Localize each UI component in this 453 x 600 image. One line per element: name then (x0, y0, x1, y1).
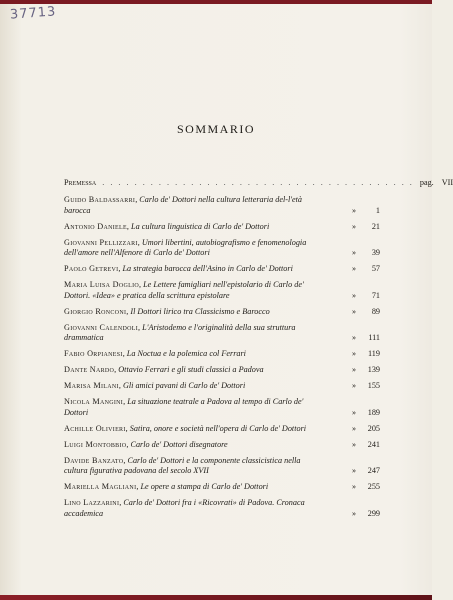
entry-title: Il Dottori lirico tra Classicismo e Barocco (130, 306, 270, 316)
entry-ditto-mark: » (352, 248, 356, 258)
entry-separator: , (123, 397, 128, 407)
leader-dots: . . . . . . . . . . . . . . . . . . . . . . . . . . . . . . . . . . . . . . . (102, 178, 414, 187)
entry-page-number: 119 (368, 349, 380, 359)
entry-page-number: 247 (367, 466, 380, 476)
entry-separator: , (118, 264, 123, 274)
toc-entry (64, 195, 380, 216)
entry-title: Le opere a stampa di Carlo de' Dottori (140, 482, 269, 492)
entry-title: La situazione teatrale a Padova al tempo di Carlo de' Dottori (64, 397, 304, 417)
entry-ditto-mark: » (352, 423, 356, 433)
entry-ditto-mark: » (352, 333, 356, 343)
entry-ditto-mark: » (352, 407, 356, 417)
toc-entry (64, 482, 380, 493)
entry-ditto-mark: » (352, 221, 356, 231)
entry-author: Antonio Daniele (64, 221, 127, 231)
entry-title: Carlo de' Dottori nella cultura letteraria del-l'età barocca (64, 195, 302, 215)
entry-author: Marisa Milani (64, 381, 119, 391)
entry-title: Carlo de' Dottori fra i «Ricovrati» di Padova. Cronaca accademica (64, 498, 305, 518)
table-of-contents (64, 178, 453, 525)
entry-separator: , (125, 423, 130, 433)
entry-author: Davide Banzato (64, 455, 124, 465)
toc-entry (64, 222, 380, 233)
entry-author: Mariella Magliani (64, 482, 137, 492)
entry-separator: , (135, 195, 140, 204)
entry-separator: , (139, 280, 144, 290)
entry-separator: , (119, 498, 124, 508)
entry-author: Nicola Mangini (64, 397, 124, 407)
entry-title: Ottavio Ferrari e gli studi classici a Padova (118, 365, 264, 375)
entry-separator: , (126, 306, 131, 316)
entry-page-number: 241 (367, 439, 380, 449)
cover-edge-bottom (0, 595, 432, 600)
entry-separator: , (126, 221, 132, 231)
entry-author: Giovanni Calendoli (64, 322, 139, 332)
entry-separator: , (122, 349, 127, 359)
toc-entry (64, 365, 380, 376)
entry-author: Lino Lazzarini (64, 498, 120, 508)
entry-title: La Noctua e la polemica col Ferrari (126, 349, 246, 359)
entry-ditto-mark: » (352, 306, 356, 316)
cover-edge-top (0, 0, 432, 4)
toc-entry (64, 349, 380, 360)
entry-page-number: 299 (367, 508, 380, 518)
entry-ditto-mark: » (352, 482, 356, 492)
entry-page-number: 189 (367, 407, 380, 417)
entry-title: Gli amici pavani di Carlo de' Dottori (122, 381, 246, 391)
entry-title: Carlo de' Dottori e la componente classicistica nella cultura figurativa padovana del secolo XVII (64, 455, 301, 476)
entry-title: Carlo de' Dottori disegnatore (130, 439, 228, 449)
entry-ditto-mark: » (352, 264, 356, 274)
entry-author: Giovanni Pellizzari (64, 237, 138, 247)
toc-entry (64, 424, 380, 435)
toc-entry (64, 456, 380, 477)
entry-author: Dante Nardo (64, 365, 115, 375)
premessa-row (64, 178, 453, 195)
entry-ditto-mark: » (352, 365, 356, 375)
entry-page-number: 255 (367, 482, 380, 492)
entry-ditto-mark: » (352, 439, 356, 449)
entry-separator: , (136, 482, 141, 492)
toc-entries (64, 195, 380, 520)
toc-entry (64, 307, 380, 318)
toc-entry (64, 238, 380, 259)
entry-author: Guido Baldassarri (64, 195, 136, 204)
entry-separator: , (126, 439, 131, 449)
toc-entry (64, 381, 380, 392)
entry-title: Satira, onore e società nell'opera di Carlo de' Dottori (129, 423, 307, 433)
entry-page-number: 57 (371, 264, 380, 274)
entry-ditto-mark: » (352, 290, 356, 300)
entry-separator: , (138, 322, 143, 332)
page-title: SOMMARIO (176, 122, 255, 136)
toc-entry (64, 264, 380, 275)
entry-separator: , (123, 455, 128, 465)
entry-author: Luigi Montobbio (64, 439, 127, 449)
entry-page-number: 205 (367, 423, 380, 433)
toc-entry (64, 323, 380, 344)
toc-entry (64, 440, 380, 451)
entry-ditto-mark: » (352, 466, 356, 476)
entry-page-number: 71 (371, 290, 380, 300)
premessa-page: VII (441, 178, 453, 187)
shelfmark-stamp: 37713 (9, 4, 57, 23)
entry-page-number: 139 (367, 365, 380, 375)
pag-label: pag. (419, 178, 434, 187)
entry-separator: , (137, 237, 142, 247)
entry-page-number: 39 (371, 248, 380, 258)
entry-author: Fabio Orpianesi (64, 349, 123, 359)
entry-page-number: 155 (367, 381, 380, 391)
toc-entry (64, 280, 380, 301)
entry-ditto-mark: » (352, 508, 356, 518)
entry-title: Umori libertini, autobiografismo e fenomenologia dell'amore nell'Alfenore di Carlo de' Dottori (64, 237, 307, 258)
entry-ditto-mark: » (352, 205, 356, 215)
toc-entry (64, 498, 380, 519)
entry-author: Giorgio Ronconi (64, 306, 127, 316)
entry-author: Achille Olivieri (64, 423, 126, 433)
entry-page-number: 1 (375, 205, 380, 215)
entry-title: L'Aristodemo e l'originalità della sua struttura drammatica (64, 322, 296, 343)
entry-title: Le Lettere famigliari nell'epistolario di Carlo de' Dottori. «Idea» e pratica della scrittura epistolare (64, 280, 304, 300)
entry-separator: , (114, 365, 119, 375)
entry-ditto-mark: » (352, 381, 356, 391)
entry-page-number: 111 (368, 333, 380, 343)
entry-author: Maria Luisa Doglio (64, 280, 140, 290)
premessa-label: Premessa (64, 178, 97, 187)
entry-title: La strategia barocca dell'Asino in Carlo de' Dottori (122, 264, 293, 274)
entry-title: La cultura linguistica di Carlo de' Dottori (131, 221, 270, 231)
toc-entry (64, 397, 380, 418)
entry-page-number: 89 (371, 306, 380, 316)
entry-author: Paolo Getrevi (64, 264, 119, 274)
entry-ditto-mark: » (352, 349, 356, 359)
entry-page-number: 21 (371, 221, 380, 231)
entry-separator: , (118, 381, 123, 391)
